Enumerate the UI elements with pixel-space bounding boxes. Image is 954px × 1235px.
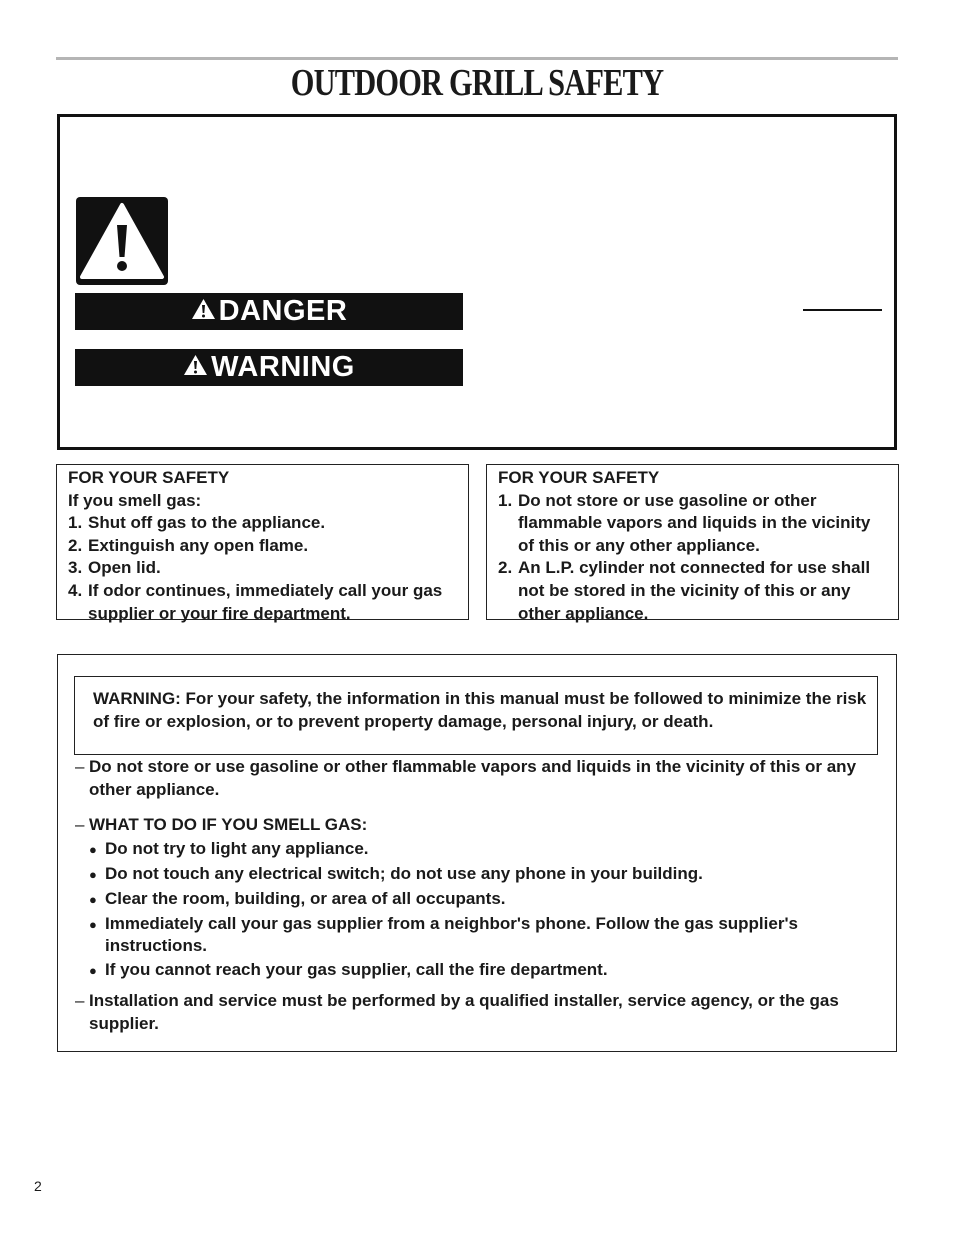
item-text: Shut off gas to the appliance. [88, 513, 326, 533]
list-item [75, 814, 885, 837]
item-text: Immediately call your gas supplier from a neighbor's phone. Follow the gas supplier's instructions. [105, 913, 798, 956]
item-text: If you cannot reach your gas supplier, call the fire department. [105, 960, 608, 980]
storage-safety-box [486, 464, 899, 623]
list-item [89, 913, 879, 958]
item-text: Extinguish any open flame. [88, 535, 309, 555]
list-item [75, 990, 885, 1035]
list-item [68, 512, 458, 535]
danger-label: DANGER [218, 295, 348, 327]
list-item [498, 490, 888, 558]
list-item [89, 959, 879, 983]
list-item [68, 535, 458, 558]
item-number: 1. [68, 513, 83, 533]
dash-mark: – [75, 757, 85, 776]
list-item [89, 863, 879, 887]
safety-intro-box [57, 114, 897, 450]
warning-triangle-icon [76, 197, 168, 285]
item-number: 1. [498, 490, 513, 510]
list-item [498, 557, 888, 625]
item-text: Clear the room, building, or area of all occupants. [105, 888, 506, 908]
bullet-icon: ● [89, 842, 97, 857]
safety-heading: FOR YOUR SAFETY [68, 468, 230, 487]
warning-triangle-icon [183, 351, 208, 384]
page-number: 2 [34, 1178, 42, 1194]
dash-mark: – [75, 991, 85, 1010]
gas-smell-safety-box [56, 464, 469, 623]
warning-signal-bar [75, 349, 463, 386]
item-text: Do not store or use gasoline or other flammable vapors and liquids in the vicinity of this or any other appliance. [518, 490, 871, 555]
page-title: OUTDOOR GRILL SAFETY [290, 62, 664, 104]
item-text: An L.P. cylinder not connected for use shall not be stored in the vicinity of this or any other appliance. [518, 558, 871, 623]
item-number: 2. [498, 558, 513, 578]
item-text: If odor continues, immediately call your gas supplier or your fire department. [88, 580, 443, 623]
item-number: 2. [68, 535, 83, 555]
bullet-icon: ● [89, 891, 97, 907]
danger-signal-bar [75, 293, 463, 330]
safety-heading: FOR YOUR SAFETY [498, 468, 660, 487]
bullet-icon: ● [89, 963, 97, 979]
list-item [68, 557, 458, 580]
safety-subheading: If you smell gas: [68, 490, 202, 510]
dash-mark: – [75, 815, 85, 834]
list-item [89, 888, 879, 912]
gas-smell-bullet-list [89, 838, 879, 984]
item-number: 3. [68, 558, 83, 578]
underline-mark [803, 309, 882, 311]
warning-triangle-icon [191, 295, 216, 328]
item-number: 4. [68, 580, 83, 600]
list-item [75, 756, 885, 801]
item-text: Installation and service must be performed by a qualified installer, service agency, or the gas supplier. [89, 991, 839, 1033]
item-text: Do not try to light any appliance. [105, 839, 369, 858]
item-text: Do not touch any electrical switch; do not use any phone in your building. [105, 863, 703, 883]
warning-label: WARNING [211, 351, 355, 383]
list-item [89, 838, 879, 862]
section-heading: WHAT TO DO IF YOU SMELL GAS: [89, 815, 368, 834]
manual-warning-notice: WARNING: For your safety, the information in this manual must be followed to minimize the risk of fire or explosion, or to prevent property damage, personal injury, or death. [74, 676, 878, 755]
bullet-icon: ● [89, 866, 97, 882]
item-text: Do not store or use gasoline or other flammable vapors and liquids in the vicinity of this or any other appliance. [89, 757, 857, 799]
bullet-icon: ● [89, 916, 97, 932]
list-item [68, 580, 458, 625]
item-text: Open lid. [88, 558, 161, 578]
